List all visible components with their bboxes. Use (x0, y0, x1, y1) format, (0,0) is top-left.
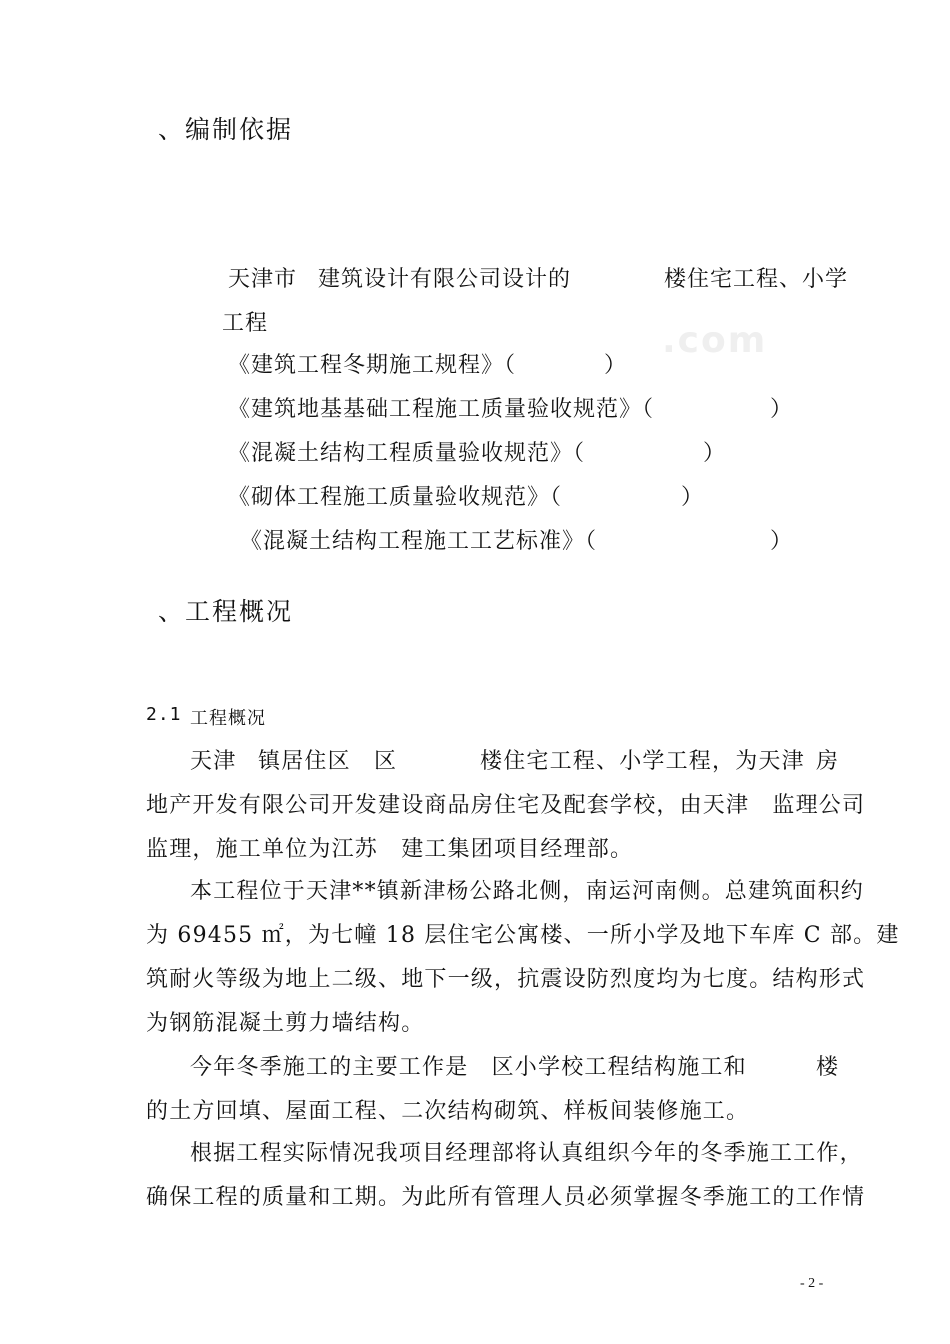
reference-item: 《建筑地基基础工程施工质量验收规范》（ (228, 397, 655, 422)
para3-line1-part1: 今年冬季施工的主要工作是 区小学校工程结构施工和 (190, 1055, 747, 1080)
reference-item: 《混凝土结构工程质量验收规范》（ (228, 441, 586, 466)
reference-item: 《砌体工程施工质量验收规范》（ (228, 485, 563, 510)
subsection-number: 2.1 (146, 704, 182, 725)
subsection-title: 工程概况 (190, 708, 266, 729)
para1-part5: 房 (816, 749, 840, 774)
reference-close-paren: ） (770, 397, 793, 422)
reference-close-paren: ） (681, 485, 704, 510)
para1-line3: 监理，施工单位为江苏 建工集团项目经理部。 (146, 837, 634, 862)
para1-part4: 楼住宅工程、小学工程，为天津 (480, 749, 805, 774)
para2-line4: 为钢筋混凝土剪力墙结构。 (146, 1011, 425, 1036)
section-heading-basis: 、编制依据 (158, 115, 294, 144)
basis-line1-part1: 天津市 (228, 267, 298, 292)
para1-part2: 镇居住区 (258, 749, 351, 774)
para2-line1: 本工程位于天津**镇新津杨公路北侧，南运河南侧。总建筑面积约 (190, 879, 865, 904)
para2-line2: 为 69455 ㎡，为七幢 18 层住宅公寓楼、一所小学及地下车库 C 部。建 (146, 923, 900, 948)
section-heading-overview: 、工程概况 (158, 597, 294, 626)
reference-close-paren: ） (604, 353, 627, 378)
reference-close-paren: ） (770, 529, 793, 554)
para1-line2: 地产开发有限公司开发建设商品房住宅及配套学校，由天津 监理公司 (146, 793, 866, 818)
reference-close-paren: ） (703, 441, 726, 466)
para2-line3: 筑耐火等级为地上二级、地下一级，抗震设防烈度均为七度。结构形式 (146, 967, 866, 992)
para1-part3: 区 (374, 749, 398, 774)
basis-line1-part2: 建筑设计有限公司设计的 (318, 267, 572, 292)
watermark-logo: .com (662, 320, 768, 361)
para4-line1: 根据工程实际情况我项目经理部将认真组织今年的冬季施工工作， (190, 1141, 863, 1166)
para3-line2: 的土方回填、屋面工程、二次结构砌筑、样板间装修施工。 (146, 1099, 750, 1124)
page-number: - 2 - (800, 1276, 824, 1291)
para1-part1: 天津 (190, 749, 237, 774)
basis-line1-part3: 楼住宅工程、小学 (664, 267, 849, 292)
para3-line1-part2: 楼 (816, 1055, 840, 1080)
reference-item: 《建筑工程冬期施工规程》（ (228, 353, 517, 378)
basis-line2: 工程 (222, 311, 269, 336)
reference-item: 《混凝土结构工程施工工艺标准》（ (240, 529, 598, 554)
para4-line2: 确保工程的质量和工期。为此所有管理人员必须掌握冬季施工的工作情 (146, 1185, 866, 1210)
